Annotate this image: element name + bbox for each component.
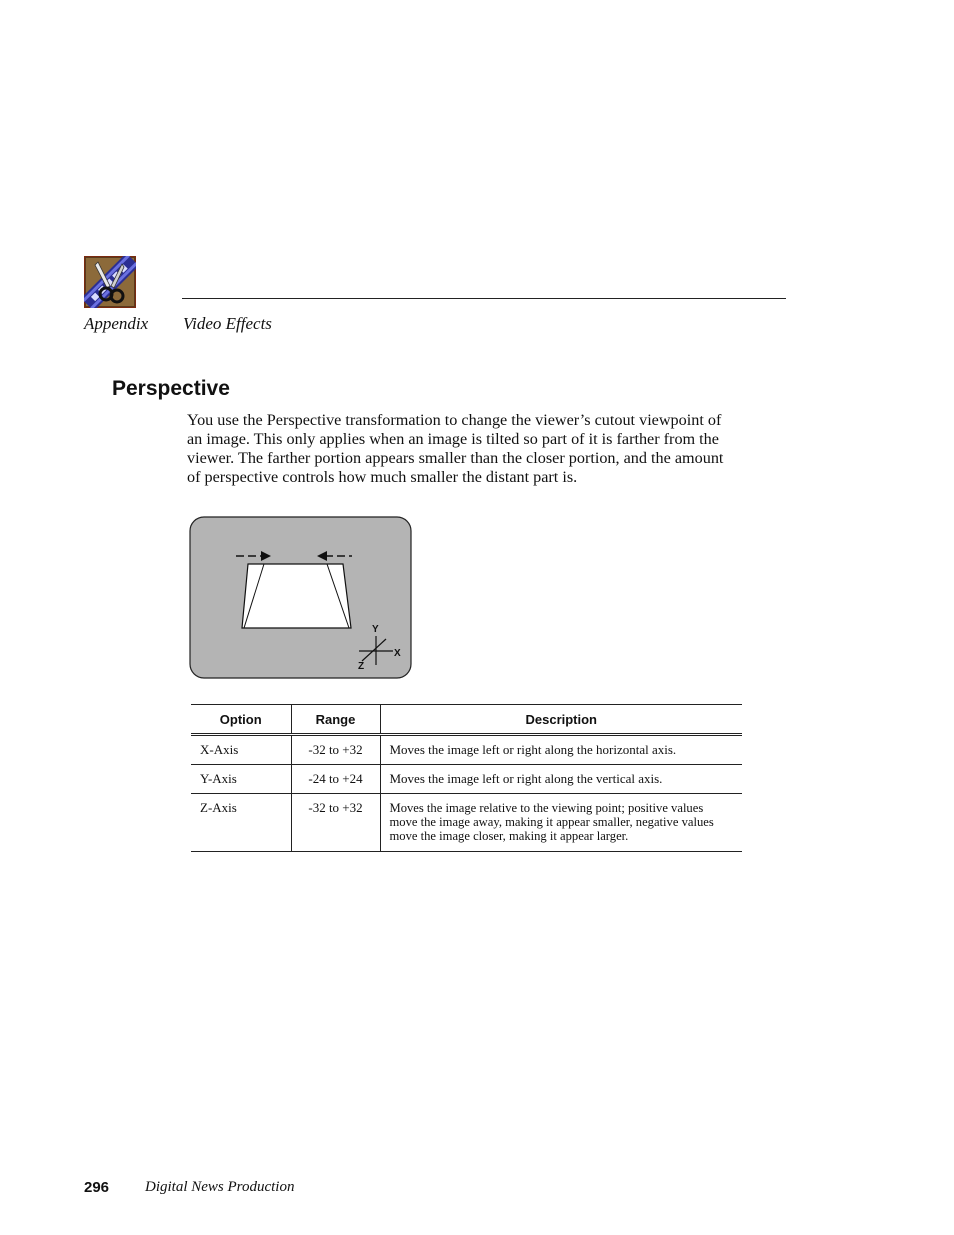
trapezoid-shape	[242, 564, 351, 628]
header-range: Range	[291, 705, 380, 735]
range-cell: -32 to +32	[291, 735, 380, 765]
range-cell: -24 to +24	[291, 765, 380, 794]
section-title: Perspective	[112, 377, 230, 400]
perspective-diagram	[189, 516, 413, 681]
description-cell: Moves the image left or right along the vertical axis.	[380, 765, 742, 794]
header-option: Option	[191, 705, 291, 735]
header-section-label: Appendix	[84, 314, 149, 333]
table-header-row	[191, 705, 742, 735]
table-row	[191, 735, 742, 765]
table-row	[191, 765, 742, 794]
intro-paragraph: You use the Perspective transformation to change the viewer’s cutout viewpoint of an image. This only applies when an image is tilted so part of it is farther from the viewer. The farther portion appears smaller than the closer portion, and the amount of perspective controls how much smaller the distant part is.	[187, 411, 724, 486]
header-description: Description	[380, 705, 742, 735]
axis-label-z: Z	[358, 661, 365, 672]
header-chapter-title: Video Effects	[183, 314, 272, 333]
options-table	[191, 704, 742, 852]
description-cell: Moves the image relative to the viewing point; positive values move the image away, making it appear smaller, negative values move the image closer, making it appear larger.	[380, 794, 742, 852]
header-rule	[182, 298, 786, 299]
option-cell: Z-Axis	[191, 794, 291, 852]
page-number: 296	[84, 1179, 110, 1196]
description-cell: Moves the image left or right along the horizontal axis.	[380, 735, 742, 765]
axis-label-x: X	[394, 648, 401, 659]
option-cell: Y-Axis	[191, 765, 291, 794]
axis-label-y: Y	[372, 624, 379, 635]
book-title: Digital News Production	[145, 1179, 295, 1195]
table-row	[191, 794, 742, 852]
range-cell: -32 to +32	[291, 794, 380, 852]
film-reel-scissors-icon	[84, 256, 136, 308]
option-cell: X-Axis	[191, 735, 291, 765]
